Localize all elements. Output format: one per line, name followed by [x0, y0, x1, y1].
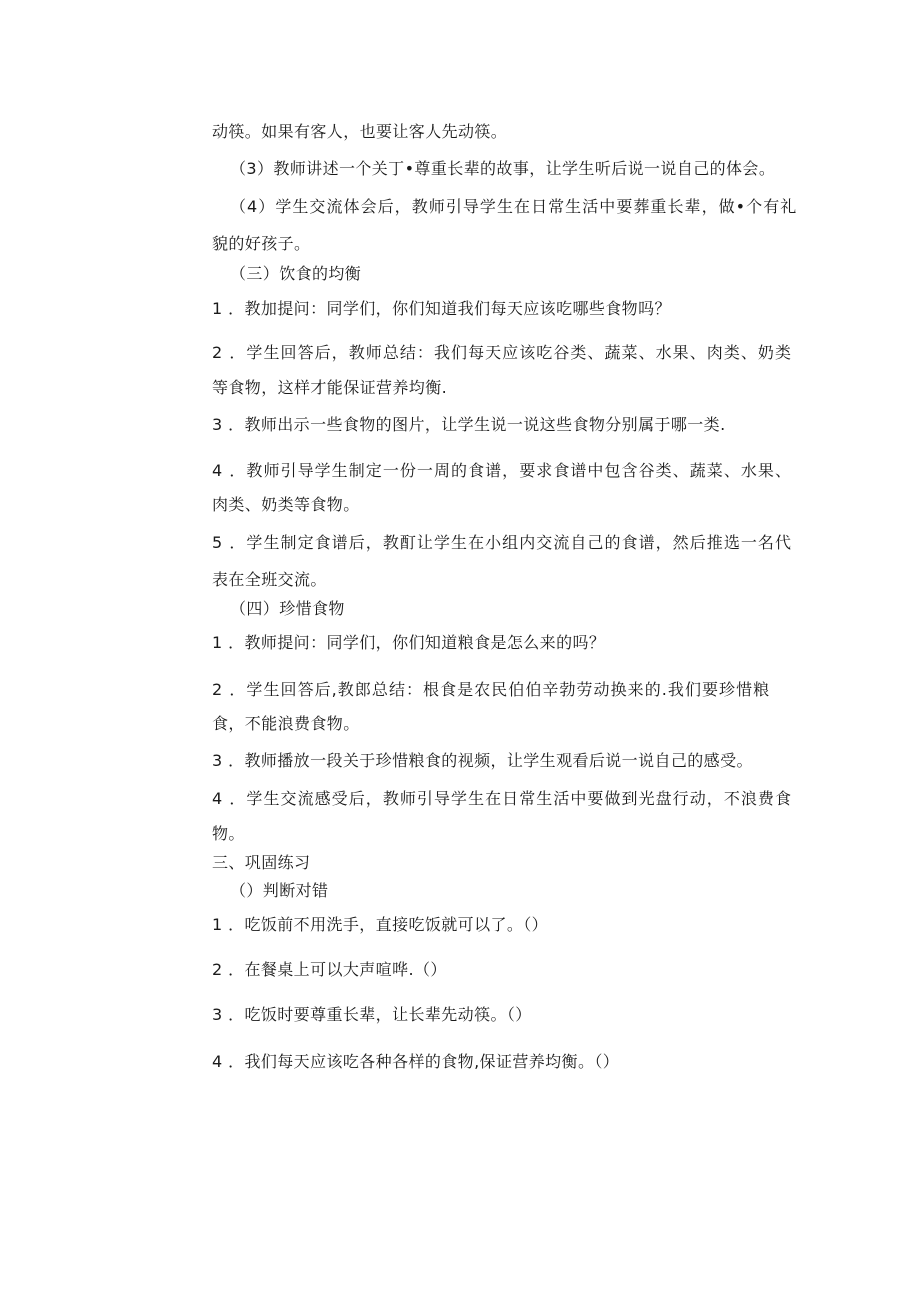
list-item: 5 ．学生制定食谱后，教酊让学生在小组内交流自己的食谱，然后推选一名代	[212, 533, 793, 552]
paragraph-line: 等食物，这样才能保证营养均衡.	[212, 378, 448, 397]
list-item: 4 ．我们每天应该吃各种各样的食物,保证营养均衡。（）	[212, 1052, 620, 1071]
list-item: 3 ．吃饭时要尊重长辈，让长辈先动筷。（）	[212, 1005, 532, 1024]
paragraph-line: 肉类、奶类等食物。	[212, 495, 360, 514]
paragraph-line: 动筷。如果有客人，也要让客人先动筷。	[212, 122, 508, 141]
section-heading: 三、巩固练习	[212, 853, 311, 872]
list-item: 3 ．教师出示一些食物的图片，让学生说一说这些食物分别属于哪一类.	[212, 415, 726, 434]
paragraph-line: 表在全班交流。	[212, 570, 327, 589]
list-item: 2 ．学生回答后，教师总结：我们每天应该吃谷类、蔬菜、水果、肉类、奶类	[212, 343, 793, 362]
paragraph-line: （3）教师讲述一个关丁•尊重长辈的故事，让学生听后说一说自己的体会。	[230, 159, 776, 178]
list-item: 3 ．教师播放一段关于珍惜粮食的视频，让学生观看后说一说自己的感受。	[212, 751, 753, 770]
subsection-heading: （）判断对错	[230, 881, 329, 900]
section-heading: （三）饮食的均衡	[230, 264, 362, 283]
paragraph-line: 物。	[212, 824, 245, 843]
list-item: 2 ．学生回答后,教郎总结：根食是农民伯伯辛勃劳动换来的.我们要珍惜粮	[212, 680, 771, 699]
list-item: 1 ．教师提问：同学们，你们知道粮食是怎么来的吗？	[212, 633, 606, 652]
paragraph-line: 食，不能浪费食物。	[212, 714, 360, 733]
section-heading: （四）珍惜食物	[230, 599, 345, 618]
list-item: 1 ．教加提问：同学们，你们知道我们每天应该吃哪些食物吗？	[212, 299, 671, 318]
paragraph-line: （4）学生交流体会后，教师引导学生在日常生活中要葬重长辈，做•个有礼	[230, 197, 798, 216]
paragraph-line: 貌的好孩子。	[212, 234, 311, 253]
list-item: 1 ．吃饭前不用洗手，直接吃饭就可以了。（）	[212, 915, 549, 934]
list-item: 4 ．学生交流感受后，教师引导学生在日常生活中要做到光盘行动，不浪费食	[212, 789, 793, 808]
list-item: 4 ．教师引导学生制定一份一周的食谱，要求食谱中包含谷类、蔬菜、水果、	[212, 461, 793, 480]
list-item: 2 ．在餐桌上可以大声喧哗.（）	[212, 960, 447, 979]
